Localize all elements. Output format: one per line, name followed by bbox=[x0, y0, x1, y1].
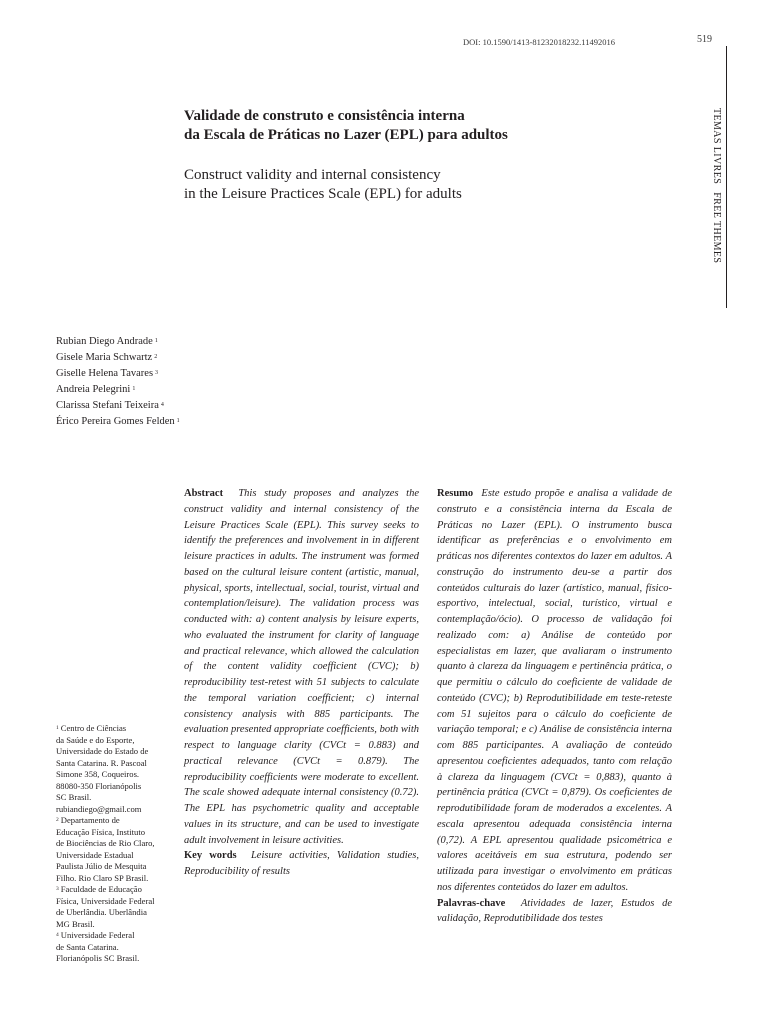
title-en-line-2: in the Leisure Practices Scale (EPL) for adults bbox=[184, 186, 462, 202]
section-label-en: FREE THEMES bbox=[711, 192, 722, 264]
affiliation-line: de Biociências de Rio Claro, bbox=[56, 838, 155, 848]
author-name: Érico Pereira Gomes Felden bbox=[56, 416, 175, 427]
affiliation-line: Paulista Júlio de Mesquita bbox=[56, 861, 147, 871]
abstract-column bbox=[184, 486, 419, 880]
author bbox=[56, 366, 256, 382]
resumo-column bbox=[437, 486, 672, 927]
resumo-text: Este estudo propõe e analisa a validade de construto e a consistência interna da Escala de Práticas no Lazer (EPL). O instrumento busca identificar as preferências e o envolvimento em práticas nos diferentes contextos do lazer em adultos. A construção do instrumento deu-se a partir dos conteúdos culturais do lazer (artístico, manual, físico-esportivo, intelectual, social, turístico, virtual e contemplação/ócio). O processo de validação foi realizado com: a) Análise de conteúdo por especialistas em lazer, que avaliaram o instrumento quanto à clareza da linguagem e pertinência prática, o que permitiu o cálculo do coeficiente de validade de conteúdo (CVC); b) Reprodutibilidade em teste-reteste com 51 sujeitos para o cálculo do coeficiente de variação temporal; e c) Análise de consistência interna com 885 participantes. A avaliação de conteúdo apresentou coeficientes adequados, tanto com relação à clareza da linguagem (CVCt = 0,883), quanto à pertinência prática (CVCt = 0,879). Os coeficientes de reprodutibilidade foram de moderados a excelentes. A escala apresentou adequada consistência interna (0,72). A EPL apresentou qualidade psicométrica e valores aceitáveis em sua estrutura, podendo ser utilizada para investigar o envolvimento em práticas nos diferentes conteúdos do lazer em adultos. bbox=[437, 488, 673, 893]
palavras-chave-text: Atividades de lazer, Estudos de validação, Reprodutibilidade dos testes bbox=[437, 897, 673, 925]
affiliation-mark: 3 bbox=[56, 886, 59, 892]
title-en-line-1: Construct validity and internal consistency bbox=[184, 167, 441, 183]
resumo-paragraph bbox=[437, 486, 672, 896]
affiliation-line: MG Brasil. bbox=[56, 918, 95, 929]
author bbox=[56, 414, 256, 430]
affiliation-line: Simone 358, Coqueiros. bbox=[56, 769, 140, 779]
resumo-label: Resumo bbox=[437, 488, 474, 499]
abstract-label: Abstract bbox=[184, 488, 224, 499]
affiliation-line: de Santa Catarina. bbox=[56, 941, 119, 952]
abstract-paragraph bbox=[184, 486, 419, 848]
author bbox=[56, 382, 256, 398]
author-list bbox=[56, 334, 256, 430]
affiliation-line: Educação Física, Instituto bbox=[56, 826, 146, 837]
title-english bbox=[184, 166, 584, 204]
affiliation-line: Universidade Estadual bbox=[56, 849, 134, 860]
affiliation-line: de Uberlândia. Uberlândia bbox=[56, 907, 147, 917]
section-label bbox=[702, 108, 722, 288]
author bbox=[56, 350, 256, 366]
doi-line: DOI: 10.1590/1413-81232018232.11492016 bbox=[463, 37, 615, 47]
author-affiliation-mark: 1 bbox=[176, 418, 180, 424]
section-divider bbox=[726, 46, 727, 308]
keywords-text: Leisure activities, Validation studies, Reproducibility of results bbox=[184, 850, 419, 877]
affiliations bbox=[56, 723, 174, 965]
author-name: Rubian Diego Andrade bbox=[56, 336, 153, 347]
author-affiliation-mark: 4 bbox=[160, 402, 164, 408]
palavras-chave-label: Palavras-chave bbox=[437, 897, 506, 909]
affiliation-mark: 1 bbox=[56, 725, 59, 731]
affiliation-line: Santa Catarina. R. Pascoal bbox=[56, 757, 147, 768]
keywords-label: Key words bbox=[184, 850, 237, 862]
affiliation-line: SC Brasil. bbox=[56, 792, 92, 802]
title-pt-line-2: da Escala de Práticas no Lazer (EPL) para adultos bbox=[184, 127, 508, 143]
author-affiliation-mark: 1 bbox=[132, 386, 136, 392]
author-name: Clarissa Stefani Teixeira bbox=[56, 400, 159, 411]
author-name: Gisele Maria Schwartz bbox=[56, 352, 153, 363]
affiliation-mark: 4 bbox=[56, 932, 59, 938]
author bbox=[56, 334, 256, 350]
author-affiliation-mark: 3 bbox=[155, 370, 159, 376]
author bbox=[56, 398, 256, 414]
affiliation-mark: 2 bbox=[56, 817, 59, 823]
affiliation-line: Filho. Rio Claro SP Brasil. bbox=[56, 872, 149, 883]
affiliation-line: $^4$ Universidade Federal bbox=[56, 930, 135, 940]
author-affiliation-mark: 2 bbox=[154, 354, 158, 360]
affiliation-line: Florianópolis SC Brasil. bbox=[56, 953, 140, 963]
affiliation-line: $^3$ Faculdade de Educação bbox=[56, 884, 142, 894]
affiliation-line: da Saúde e do Esporte, bbox=[56, 734, 135, 745]
affiliation-line: Física, Universidade Federal bbox=[56, 895, 155, 906]
affiliation-line: $^1$ Centro de Ciências bbox=[56, 723, 127, 733]
palavras-chave-paragraph bbox=[437, 896, 672, 928]
author-name: Andreia Pelegrini bbox=[56, 384, 131, 395]
affiliation-line: Universidade do Estado de bbox=[56, 746, 149, 756]
author-affiliation-mark: 1 bbox=[154, 338, 158, 344]
contact-email: rubiandiego@gmail.com bbox=[56, 803, 142, 814]
keywords-paragraph bbox=[184, 848, 419, 880]
section-label-pt: TEMAS LIVRES bbox=[711, 108, 722, 185]
title-portuguese bbox=[184, 107, 564, 145]
abstract-text: This study proposes and analyzes the construct validity and internal consistency of the Leisure Practices Scale (EPL). This survey seeks to identify the preferences and involvement in in different leisure practices in adults. The instrument was formed based on the cultural leisure content (artistic, manual, physical, sports, intellectual, social, tourist, virtual and contemplation/leisure). The validation process was conducted with: a) content analysis by leisure experts, who evaluated the instrument for clarity of language and practical relevance, which allowed the calculation of the content validity coefficient (CVC); b) reproducibility test-retest with 51 subjects to calculate the temporal variation coefficient; c) internal consistency analysis with 885 participants. The evaluation presented appropriate coefficients, both with respect to language clarity (CVCt = 0.883) and practical relevance (CVCt = 0.879). The reproducibility coefficients were moderate to excellent. The scale showed adequate internal consistency (0.72). The EPL has psychometric quality and acceptable values in its structure, and can be used to investigate adult involvement in leisure activities. bbox=[184, 488, 420, 846]
author-name: Giselle Helena Tavares bbox=[56, 368, 154, 379]
page-number: 519 bbox=[697, 34, 712, 45]
affiliation-line: 88080-350 Florianópolis bbox=[56, 780, 142, 791]
affiliation-line: $^2$ Departamento de bbox=[56, 815, 120, 825]
title-pt-line-1: Validade de construto e consistência interna bbox=[184, 108, 465, 124]
